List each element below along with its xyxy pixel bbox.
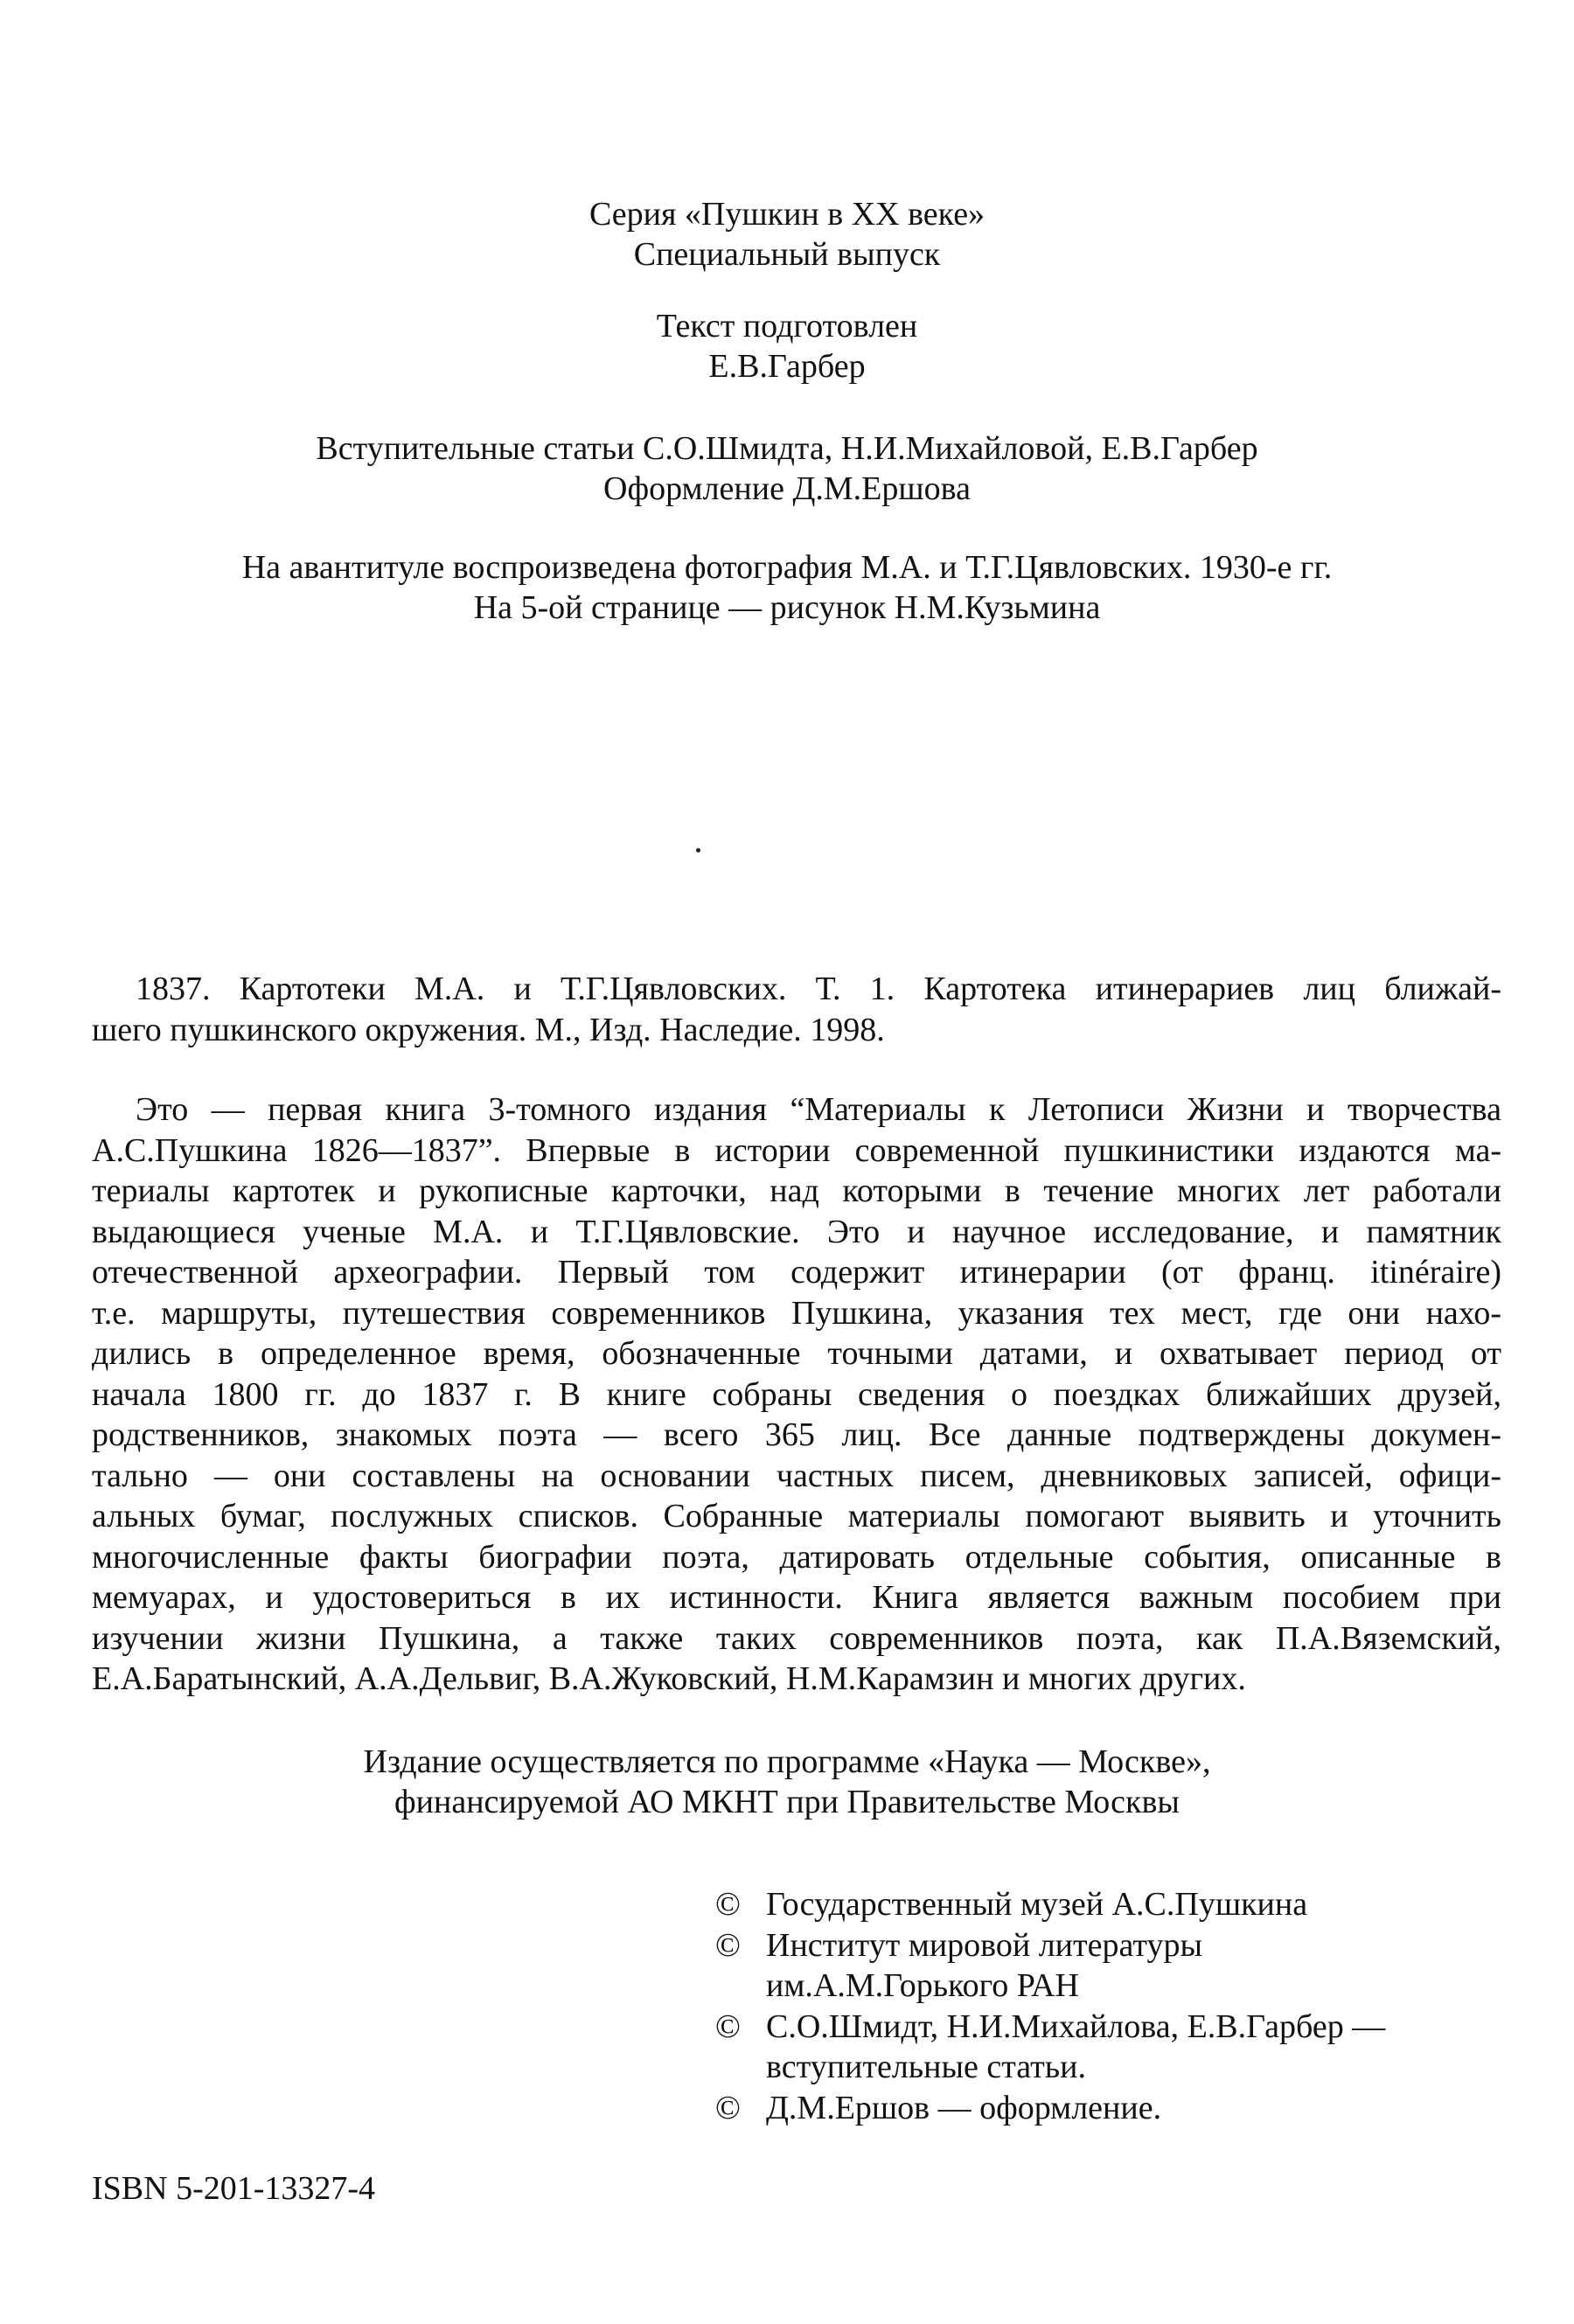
annotation-line: родственников, знакомых поэта — всего 365 лиц. Все данные подтверждены докумен-: [92, 1416, 1501, 1453]
copyright-sign: ©: [715, 1886, 741, 1923]
annotation-line: дились в определенное время, обозначенные точными датами, и охватывает период от: [92, 1335, 1501, 1372]
prepared-label: Текст подготовлен: [656, 308, 918, 344]
annotation-line: изучении жизни Пушкина, а также таких современников поэта, как П.А.Вяземский,: [92, 1619, 1501, 1657]
annotation-line: Е.А.Баратынский, А.А.Дельвиг, В.А.Жуковский, Н.М.Карамзин и многих других.: [92, 1660, 1246, 1697]
copyright-item: [715, 2088, 1529, 2129]
copyright-holder-line: Институт мировой литературы: [766, 1926, 1202, 1964]
annotation-line: Это — первая книга 3-томного издания “Материалы к Летописи Жизни и творчества: [136, 1091, 1501, 1128]
annotation-line: мемуарах, и удостовериться в их истинности. Книга является важным пособием при: [92, 1579, 1501, 1616]
annotation-line: начала 1800 гг. до 1837 г. В книге собраны сведения о поездках ближайших друзей,: [92, 1375, 1501, 1413]
prepared-author: Е.В.Гарбер: [708, 348, 866, 385]
print-speck: [696, 848, 700, 852]
copyright-list: [715, 1884, 1529, 2128]
copyright-holder: [766, 2007, 1529, 2088]
copyright-holder: [766, 2088, 1529, 2129]
annotation-line: тально — они составлены на основании частных писем, дневниковых записей, офици-: [92, 1457, 1501, 1494]
copyright-item: [715, 1925, 1529, 2007]
copyright-holder-line: Государственный музей А.С.Пушкина: [766, 1886, 1308, 1923]
photo-credit: На авантитуле воспроизведена фотография М.А. и Т.Г.Цявловских. 1930-е гг.: [241, 549, 1333, 586]
copyright-sign: ©: [715, 2089, 741, 2126]
copyright-holder-line: Д.М.Ершов — оформление.: [766, 2089, 1162, 2126]
copyright-item: [715, 2007, 1529, 2088]
isbn: ISBN 5-201-13327-4: [92, 2170, 376, 2207]
annotation: [92, 1089, 1501, 1700]
copyright-holder: [766, 1884, 1529, 1925]
series-info: [0, 194, 1574, 275]
annotation-line: многочисленные факты биографии поэта, датировать отдельные события, описанные в: [92, 1538, 1501, 1576]
funding-info: [0, 1742, 1574, 1822]
text-preparation-info: [0, 306, 1574, 386]
annotation-line: отечественной археографии. Первый том содержит итинерарии (от франц. itinéraire): [92, 1254, 1501, 1291]
copyright-holder-line: вступительные статьи.: [766, 2049, 1086, 2085]
bibliographic-line: 1837. Картотеки М.А. и Т.Г.Цявловских. Т. 1. Картотека итинерариев лиц ближай-: [136, 971, 1501, 1007]
annotation-line: выдающиеся ученые М.А. и Т.Г.Цявловские. Это и научное исследование, и памятник: [92, 1213, 1501, 1250]
copyright-sign: ©: [715, 2007, 741, 2045]
bibliographic-line: шего пушкинского окружения. М., Изд. Наследие. 1998.: [92, 1011, 885, 1048]
annotation-line: териалы картотек и рукописные карточки, над которыми в течение многих лет работали: [92, 1172, 1501, 1209]
credits-info: [0, 428, 1574, 509]
drawing-credit: На 5-ой странице — рисунок Н.М.Кузьмина: [473, 589, 1101, 626]
annotation-line: альных бумаг, послужных списков. Собранные материалы помогают выявить и уточнить: [92, 1498, 1501, 1534]
copyright-holder-line: им.А.М.Горького РАН: [766, 1967, 1079, 2004]
funding-line: финансируемой АО МКНТ при Правительстве Москвы: [394, 1784, 1180, 1820]
series-title: Серия «Пушкин в XX веке»: [589, 196, 985, 233]
annotation-line: А.С.Пушкина 1826—1837”. Впервые в истории современной пушкинистики издаются ма-: [92, 1131, 1501, 1169]
copyright-item: [715, 1884, 1529, 1925]
annotation-line: т.е. маршруты, путешествия современников Пушкина, указания тех мест, где они нахо-: [92, 1294, 1501, 1332]
copyright-holder: [766, 1925, 1529, 2007]
program-line: Издание осуществляется по программе «Наука — Москве»,: [363, 1743, 1211, 1780]
bibliographic-record: [92, 969, 1501, 1050]
introductions-credit: Вступительные статьи С.О.Шмидта, Н.И.Михайловой, Е.В.Гарбер: [316, 430, 1258, 467]
illustration-info: [0, 547, 1574, 628]
series-subtitle: Специальный выпуск: [633, 236, 941, 273]
copyright-sign: ©: [715, 1926, 741, 1964]
design-credit: Оформление Д.М.Ершова: [603, 470, 971, 507]
copyright-holder-line: С.О.Шмидт, Н.И.Михайлова, Е.В.Гарбер —: [766, 2007, 1386, 2045]
